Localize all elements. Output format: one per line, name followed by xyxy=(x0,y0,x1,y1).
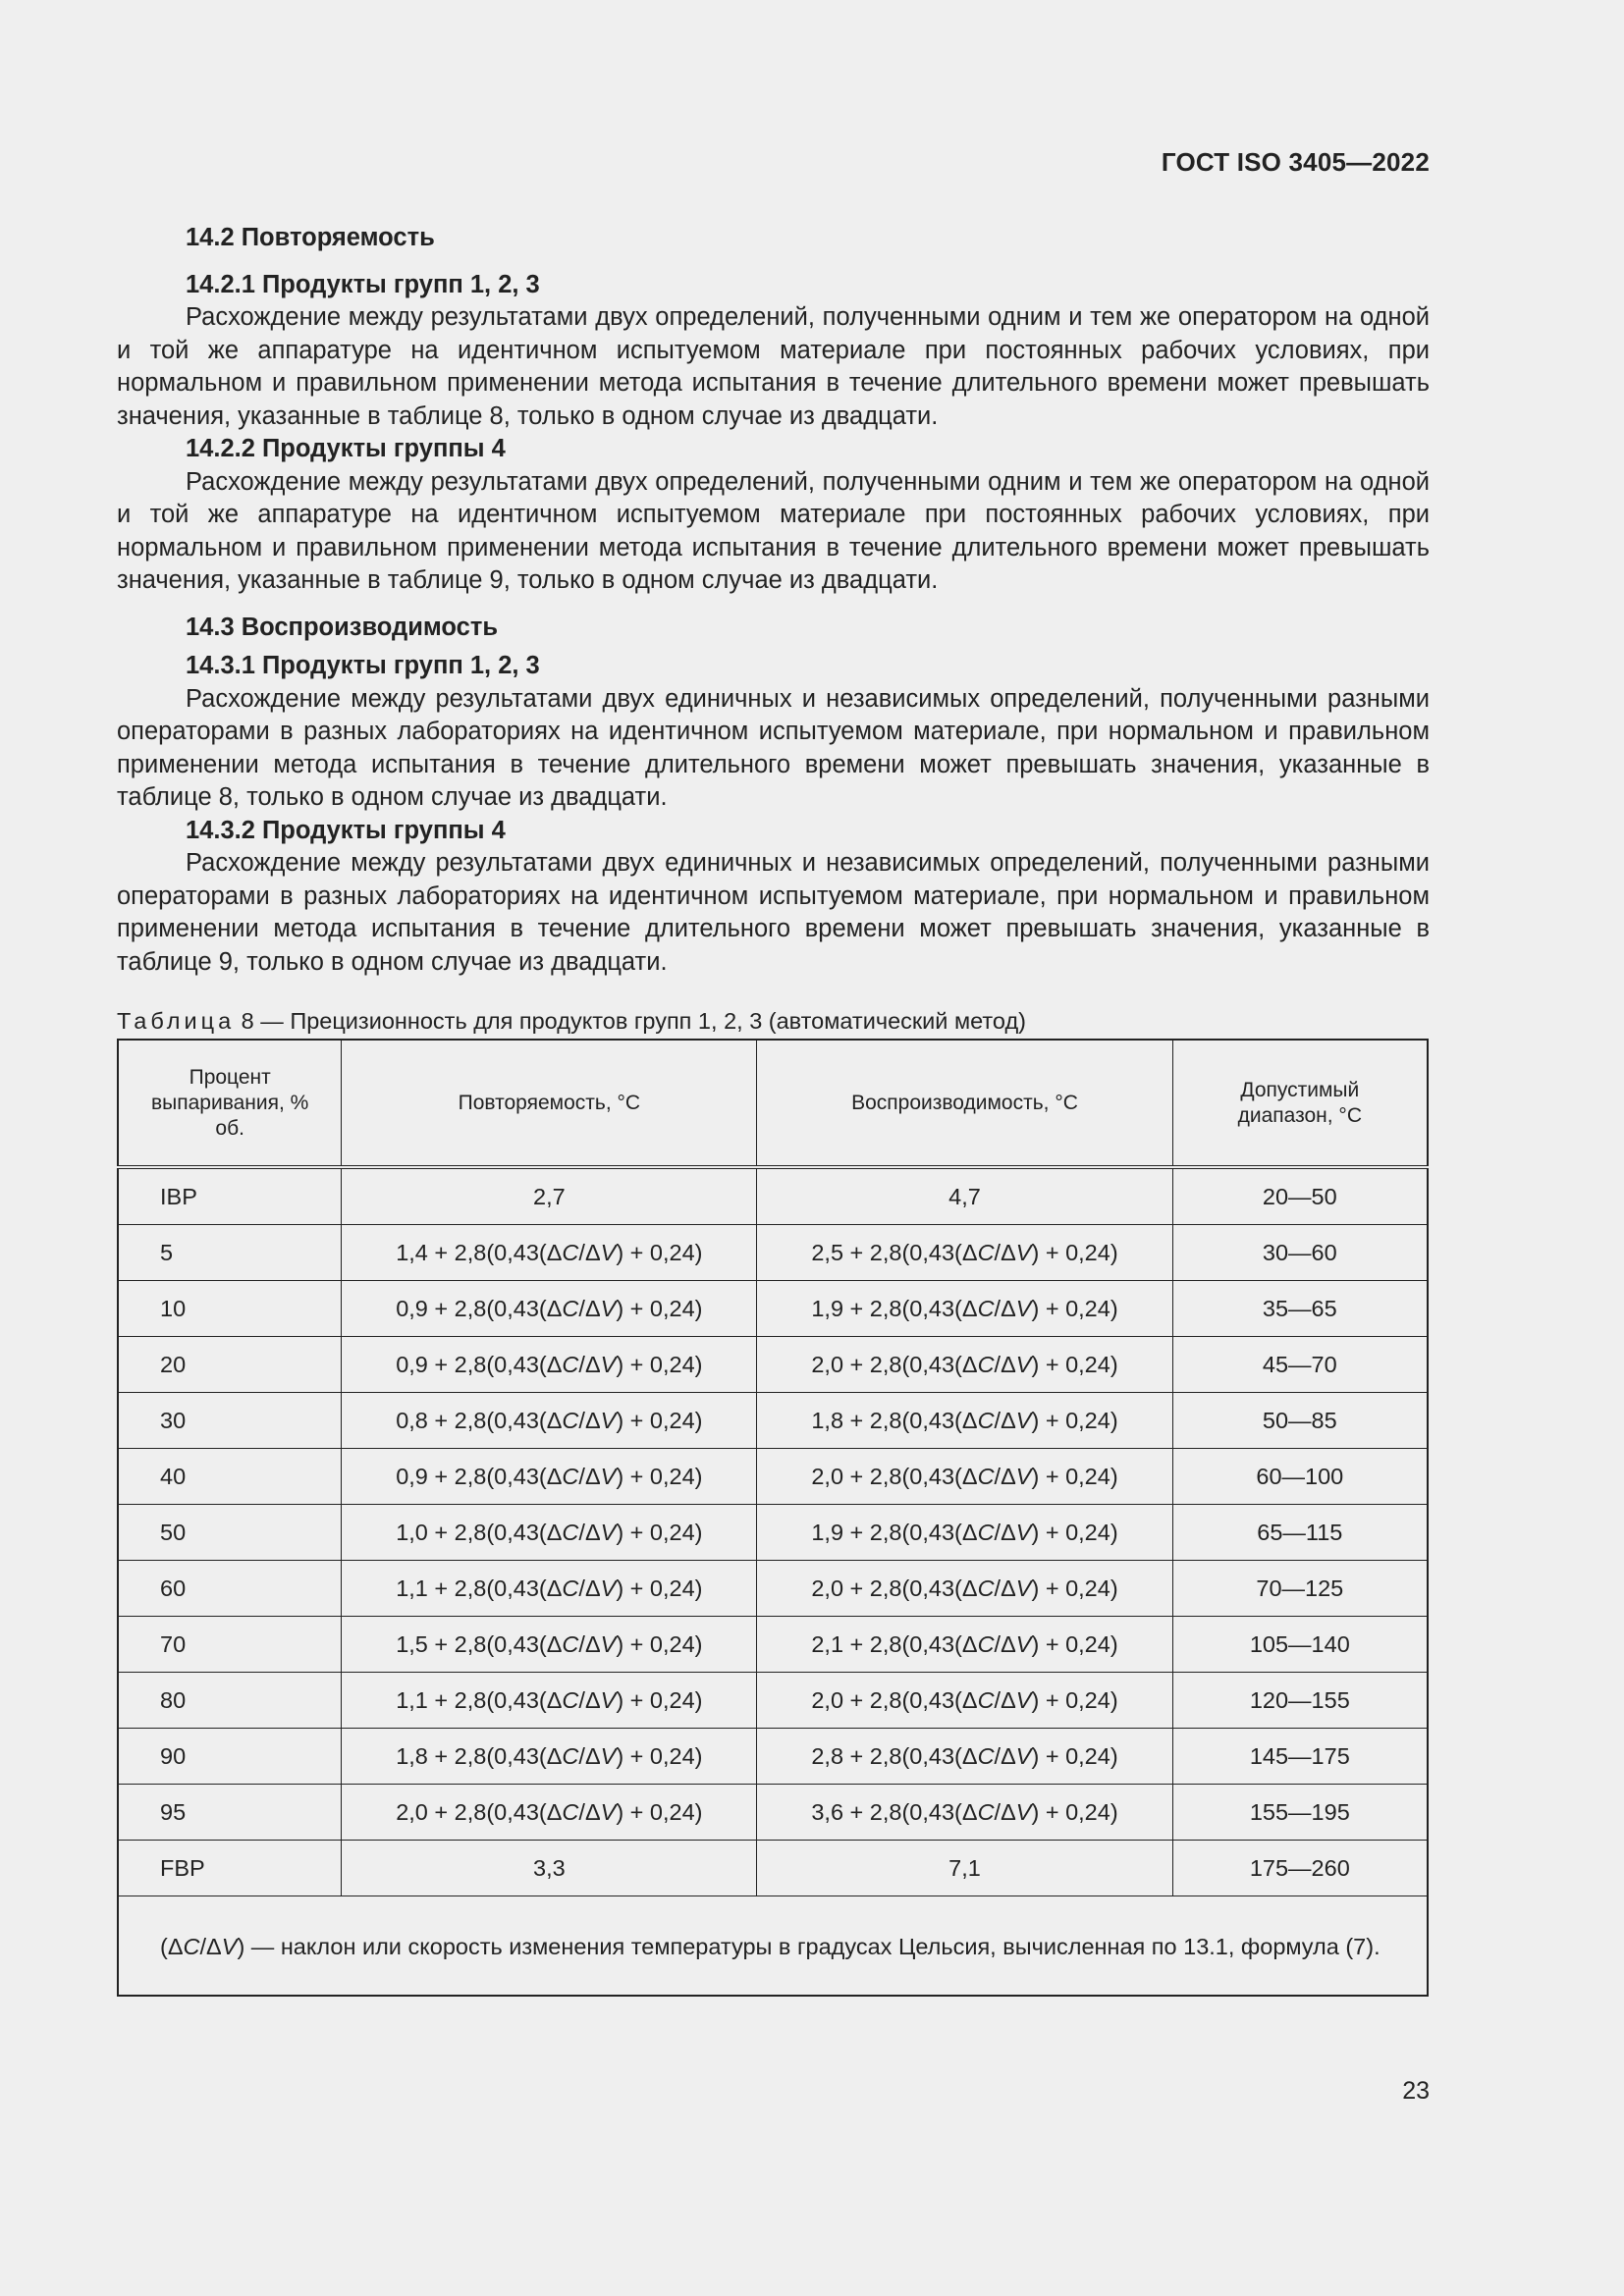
allowed-range-cell: 145—175 xyxy=(1172,1729,1428,1785)
allowed-range-cell: 20—50 xyxy=(1172,1167,1428,1225)
table-row xyxy=(118,1167,1428,1225)
evaporation-percent-cell: 95 xyxy=(118,1785,342,1841)
paragraph-14-3-2: Расхождение между результатами двух единичных и независимых определений, полученными разными операторами в разных лабораториях на идентичном испытуемом материале, при нормальном и правильном применении метода испытания в течение длительного времени может превышать значения, указанные в таблице 9, только в одном случае из двадцати. xyxy=(117,849,1430,976)
table-row xyxy=(118,1785,1428,1841)
precision-table xyxy=(117,1039,1429,1997)
table-row xyxy=(118,1673,1428,1729)
repeatability-cell: 1,0 + 2,8(0,43(ΔC/ΔV) + 0,24) xyxy=(342,1505,757,1561)
table-note-text: (ΔC/ΔV) — наклон или скорость изменения температуры в градусах Цельсия, вычисленная по 13.1, формула (7). xyxy=(160,1934,1380,1959)
reproducibility-cell: 2,8 + 2,8(0,43(ΔC/ΔV) + 0,24) xyxy=(757,1729,1172,1785)
reproducibility-cell: 2,1 + 2,8(0,43(ΔC/ΔV) + 0,24) xyxy=(757,1617,1172,1673)
repeatability-cell: 1,1 + 2,8(0,43(ΔC/ΔV) + 0,24) xyxy=(342,1561,757,1617)
evaporation-percent-cell: 10 xyxy=(118,1281,342,1337)
evaporation-percent-cell: FBP xyxy=(118,1841,342,1896)
header-reproducibility: Воспроизводимость, °C xyxy=(757,1040,1172,1167)
paragraph-14-2-2: Расхождение между результатами двух определений, полученными одним и тем же оператором на одной и той же аппаратуре на идентичном испытуемом материале при постоянных рабочих условиях, при нормальном и правильном применении метода испытания в течение длительного времени может превышать значения, указанные в таблице 9, только в одном случае из двадцати. xyxy=(117,467,1430,594)
reproducibility-cell: 1,9 + 2,8(0,43(ΔC/ΔV) + 0,24) xyxy=(757,1505,1172,1561)
allowed-range-cell: 155—195 xyxy=(1172,1785,1428,1841)
evaporation-percent-cell: 50 xyxy=(118,1505,342,1561)
table-row xyxy=(118,1281,1428,1337)
table-row xyxy=(118,1449,1428,1505)
table-row xyxy=(118,1729,1428,1785)
reproducibility-cell: 2,0 + 2,8(0,43(ΔC/ΔV) + 0,24) xyxy=(757,1449,1172,1505)
repeatability-cell: 2,7 xyxy=(342,1167,757,1225)
allowed-range-cell: 30—60 xyxy=(1172,1225,1428,1281)
section-heading-14-2-2: 14.2.2 Продукты группы 4 xyxy=(186,435,506,462)
header-repeatability: Повторяемость, °C xyxy=(342,1040,757,1167)
reproducibility-cell: 4,7 xyxy=(757,1167,1172,1225)
repeatability-cell: 1,5 + 2,8(0,43(ΔC/ΔV) + 0,24) xyxy=(342,1617,757,1673)
repeatability-cell: 2,0 + 2,8(0,43(ΔC/ΔV) + 0,24) xyxy=(342,1785,757,1841)
table-caption xyxy=(117,1003,1430,1039)
allowed-range-cell: 35—65 xyxy=(1172,1281,1428,1337)
reproducibility-cell: 7,1 xyxy=(757,1841,1172,1896)
table-8-block xyxy=(117,1003,1430,1997)
evaporation-percent-cell: 5 xyxy=(118,1225,342,1281)
table-header-row xyxy=(118,1040,1428,1167)
table-row xyxy=(118,1505,1428,1561)
evaporation-percent-cell: 40 xyxy=(118,1449,342,1505)
repeatability-cell: 0,9 + 2,8(0,43(ΔC/ΔV) + 0,24) xyxy=(342,1281,757,1337)
repeatability-cell: 3,3 xyxy=(342,1841,757,1896)
header-allowed-range: Допустимый диапазон, °C xyxy=(1172,1040,1428,1167)
table-row xyxy=(118,1337,1428,1393)
repeatability-cell: 1,1 + 2,8(0,43(ΔC/ΔV) + 0,24) xyxy=(342,1673,757,1729)
table-note-row xyxy=(118,1896,1428,1997)
section-heading-14-3: 14.3 Воспроизводимость xyxy=(186,613,499,641)
allowed-range-cell: 175—260 xyxy=(1172,1841,1428,1896)
section-heading-14-2: 14.2 Повторяемость xyxy=(186,224,435,251)
evaporation-percent-cell: 70 xyxy=(118,1617,342,1673)
allowed-range-cell: 60—100 xyxy=(1172,1449,1428,1505)
evaporation-percent-cell: 90 xyxy=(118,1729,342,1785)
document-id: ГОСТ ISO 3405—2022 xyxy=(1161,147,1430,177)
reproducibility-cell: 2,0 + 2,8(0,43(ΔC/ΔV) + 0,24) xyxy=(757,1337,1172,1393)
reproducibility-cell: 1,8 + 2,8(0,43(ΔC/ΔV) + 0,24) xyxy=(757,1393,1172,1449)
section-heading-14-3-1: 14.3.1 Продукты групп 1, 2, 3 xyxy=(186,652,540,679)
allowed-range-cell: 50—85 xyxy=(1172,1393,1428,1449)
allowed-range-cell: 45—70 xyxy=(1172,1337,1428,1393)
document-body xyxy=(117,222,1430,979)
table-row xyxy=(118,1561,1428,1617)
repeatability-cell: 1,4 + 2,8(0,43(ΔC/ΔV) + 0,24) xyxy=(342,1225,757,1281)
paragraph-14-2-1: Расхождение между результатами двух определений, полученными одним и тем же оператором на одной и той же аппаратуре на идентичном испытуемом материале при постоянных рабочих условиях, при нормальном и правильном применении метода испытания в течение длительного времени может превышать значения, указанные в таблице 8, только в одном случае из двадцати. xyxy=(117,303,1430,430)
table-body xyxy=(118,1167,1428,1996)
reproducibility-cell: 3,6 + 2,8(0,43(ΔC/ΔV) + 0,24) xyxy=(757,1785,1172,1841)
evaporation-percent-cell: 80 xyxy=(118,1673,342,1729)
evaporation-percent-cell: 30 xyxy=(118,1393,342,1449)
evaporation-percent-cell: 60 xyxy=(118,1561,342,1617)
repeatability-cell: 0,9 + 2,8(0,43(ΔC/ΔV) + 0,24) xyxy=(342,1449,757,1505)
allowed-range-cell: 70—125 xyxy=(1172,1561,1428,1617)
page-number: 23 xyxy=(1402,2077,1430,2105)
allowed-range-cell: 105—140 xyxy=(1172,1617,1428,1673)
repeatability-cell: 1,8 + 2,8(0,43(ΔC/ΔV) + 0,24) xyxy=(342,1729,757,1785)
reproducibility-cell: 2,5 + 2,8(0,43(ΔC/ΔV) + 0,24) xyxy=(757,1225,1172,1281)
paragraph-14-3-1: Расхождение между результатами двух единичных и независимых определений, полученными разными операторами в разных лабораториях на идентичном испытуемом материале, при нормальном и правильном применении метода испытания в течение длительного времени может превышать значения, указанные в таблице 8, только в одном случае из двадцати. xyxy=(117,684,1430,811)
header-evaporation-percent: Процент выпаривания, % об. xyxy=(118,1040,342,1167)
evaporation-percent-cell: IBP xyxy=(118,1167,342,1225)
section-heading-14-3-2: 14.3.2 Продукты группы 4 xyxy=(186,816,506,844)
table-row xyxy=(118,1841,1428,1896)
reproducibility-cell: 1,9 + 2,8(0,43(ΔC/ΔV) + 0,24) xyxy=(757,1281,1172,1337)
table-note xyxy=(118,1896,1428,1997)
table-row xyxy=(118,1617,1428,1673)
table-row xyxy=(118,1225,1428,1281)
reproducibility-cell: 2,0 + 2,8(0,43(ΔC/ΔV) + 0,24) xyxy=(757,1673,1172,1729)
evaporation-percent-cell: 20 xyxy=(118,1337,342,1393)
allowed-range-cell: 120—155 xyxy=(1172,1673,1428,1729)
table-caption-label: Таблица xyxy=(117,1008,236,1034)
table-caption-text: 8 — Прецизионность для продуктов групп 1, 2, 3 (автоматический метод) xyxy=(235,1008,1026,1034)
section-heading-14-2-1: 14.2.1 Продукты групп 1, 2, 3 xyxy=(186,270,540,298)
table-row xyxy=(118,1393,1428,1449)
reproducibility-cell: 2,0 + 2,8(0,43(ΔC/ΔV) + 0,24) xyxy=(757,1561,1172,1617)
repeatability-cell: 0,8 + 2,8(0,43(ΔC/ΔV) + 0,24) xyxy=(342,1393,757,1449)
allowed-range-cell: 65—115 xyxy=(1172,1505,1428,1561)
repeatability-cell: 0,9 + 2,8(0,43(ΔC/ΔV) + 0,24) xyxy=(342,1337,757,1393)
